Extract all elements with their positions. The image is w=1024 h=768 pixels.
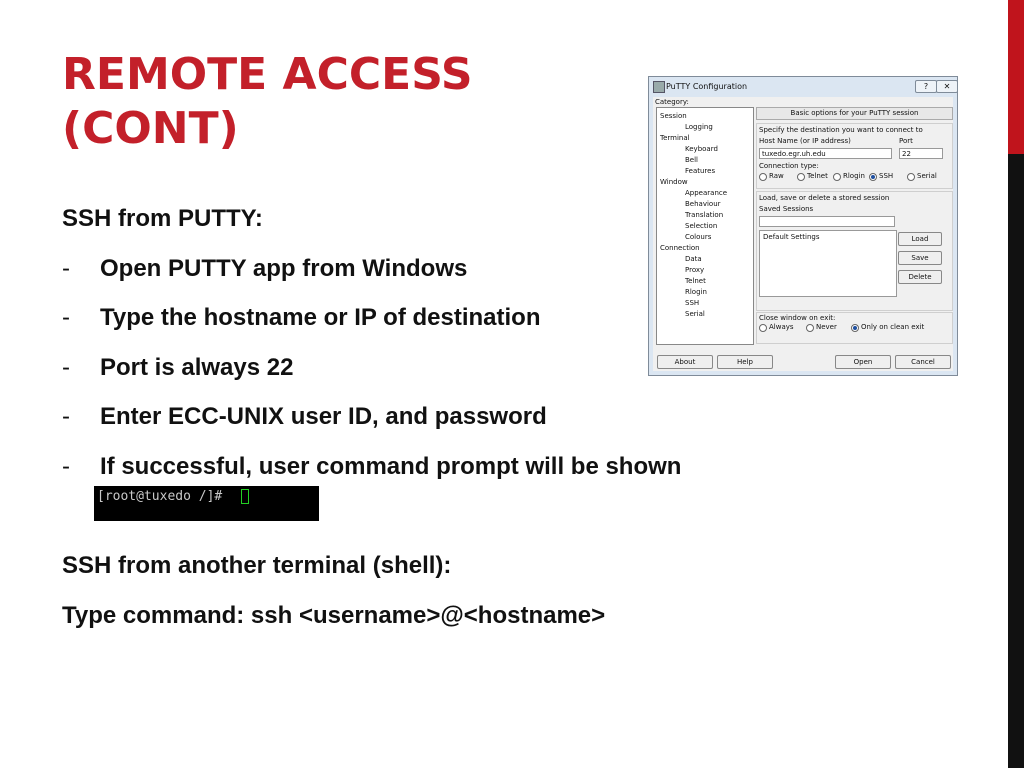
tree-item-session[interactable]: Session xyxy=(660,112,687,120)
ssh-radio[interactable] xyxy=(869,173,877,181)
port-input[interactable]: 22 xyxy=(899,148,943,159)
side-accent-bar-black xyxy=(1008,154,1024,768)
putty-client-area xyxy=(653,97,953,371)
tree-item-translation[interactable]: Translation xyxy=(685,211,724,219)
tree-item-keyboard[interactable]: Keyboard xyxy=(685,145,718,153)
session-options-panel xyxy=(756,107,953,347)
tree-item-selection[interactable]: Selection xyxy=(685,222,718,230)
serial-radio-label: Serial xyxy=(917,172,937,180)
panel-header: Basic options for your PuTTY session xyxy=(756,107,953,120)
bullet-dash: - xyxy=(62,255,70,282)
close-always-radio[interactable] xyxy=(759,324,767,332)
saved-sessions-input[interactable] xyxy=(759,216,895,227)
tree-item-terminal[interactable]: Terminal xyxy=(660,134,690,142)
stored-sessions-label: Load, save or delete a stored session xyxy=(759,194,890,202)
section-heading-shell: SSH from another terminal (shell): xyxy=(62,552,452,579)
ssh-radio-label: SSH xyxy=(879,172,894,180)
host-name-label: Host Name (or IP address) xyxy=(759,137,851,145)
tree-item-logging[interactable]: Logging xyxy=(685,123,713,131)
tree-item-behaviour[interactable]: Behaviour xyxy=(685,200,721,208)
bullet-text: Type the hostname or IP of destination xyxy=(100,304,541,331)
about-button[interactable]: About xyxy=(657,355,713,369)
putty-window-title: PuTTY Configuration xyxy=(666,82,748,91)
tree-item-features[interactable]: Features xyxy=(685,167,716,175)
tree-item-data[interactable]: Data xyxy=(685,255,702,263)
telnet-radio-label: Telnet xyxy=(807,172,828,180)
ssh-command-line: Type command: ssh <username>@<hostname> xyxy=(62,602,606,629)
bullet-dash: - xyxy=(62,453,70,480)
raw-radio-label: Raw xyxy=(769,172,784,180)
close-never-radio[interactable] xyxy=(806,324,814,332)
load-button[interactable]: Load xyxy=(898,232,942,246)
tree-item-appearance[interactable]: Appearance xyxy=(685,189,728,197)
bullet-dash: - xyxy=(62,403,70,430)
bullet-dash: - xyxy=(62,354,70,381)
telnet-radio[interactable] xyxy=(797,173,805,181)
tree-item-colours[interactable]: Colours xyxy=(685,233,712,241)
connection-type-label: Connection type: xyxy=(759,162,819,170)
tree-item-connection[interactable]: Connection xyxy=(660,244,700,252)
saved-sessions-label: Saved Sessions xyxy=(759,205,814,213)
bullet-dash: - xyxy=(62,304,70,331)
section-heading-putty: SSH from PUTTY: xyxy=(62,205,263,232)
close-titlebar-button[interactable]: ✕ xyxy=(936,80,958,93)
close-always-label: Always xyxy=(769,323,794,331)
putty-title-bar xyxy=(649,77,957,95)
sessions-list[interactable] xyxy=(759,230,897,297)
slide-title-line-1: REMOTE ACCESS xyxy=(62,49,473,100)
bullet-text: If successful, user command prompt will be shown xyxy=(100,453,682,480)
tree-item-proxy[interactable]: Proxy xyxy=(685,266,705,274)
slide-title-line-2: (CONT) xyxy=(62,103,239,154)
putty-config-window xyxy=(648,76,958,376)
category-tree xyxy=(656,107,754,345)
close-clean-label: Only on clean exit xyxy=(861,323,925,331)
cancel-button[interactable]: Cancel xyxy=(895,355,951,369)
tree-item-rlogin[interactable]: Rlogin xyxy=(685,288,707,296)
terminal-cursor xyxy=(241,489,249,504)
tree-item-telnet[interactable]: Telnet xyxy=(685,277,706,285)
list-item[interactable]: Default Settings xyxy=(763,233,820,241)
terminal-prompt-screenshot xyxy=(94,486,319,521)
rlogin-radio-label: Rlogin xyxy=(843,172,865,180)
putty-app-icon xyxy=(653,81,665,93)
port-label: Port xyxy=(899,137,913,145)
delete-button[interactable]: Delete xyxy=(898,270,942,284)
raw-radio[interactable] xyxy=(759,173,767,181)
close-clean-radio[interactable] xyxy=(851,324,859,332)
close-never-label: Never xyxy=(816,323,837,331)
rlogin-radio[interactable] xyxy=(833,173,841,181)
tree-item-ssh[interactable]: SSH xyxy=(685,299,700,307)
help-button[interactable]: Help xyxy=(717,355,773,369)
destination-label: Specify the destination you want to connect to xyxy=(759,126,923,134)
bullet-text: Enter ECC-UNIX user ID, and password xyxy=(100,403,547,430)
tree-item-window[interactable]: Window xyxy=(660,178,688,186)
open-button[interactable]: Open xyxy=(835,355,891,369)
tree-item-bell[interactable]: Bell xyxy=(685,156,698,164)
host-name-input[interactable]: tuxedo.egr.uh.edu xyxy=(759,148,892,159)
side-accent-bar-red xyxy=(1008,0,1024,154)
close-on-exit-label: Close window on exit: xyxy=(759,314,836,322)
help-titlebar-button[interactable]: ? xyxy=(915,80,937,93)
save-button[interactable]: Save xyxy=(898,251,942,265)
slide-title xyxy=(62,48,622,156)
tree-item-serial[interactable]: Serial xyxy=(685,310,705,318)
serial-radio[interactable] xyxy=(907,173,915,181)
category-label: Category: xyxy=(655,98,689,106)
terminal-prompt-text: [root@tuxedo /]# xyxy=(97,489,231,504)
bullet-text: Port is always 22 xyxy=(100,354,294,381)
bullet-text: Open PUTTY app from Windows xyxy=(100,255,468,282)
